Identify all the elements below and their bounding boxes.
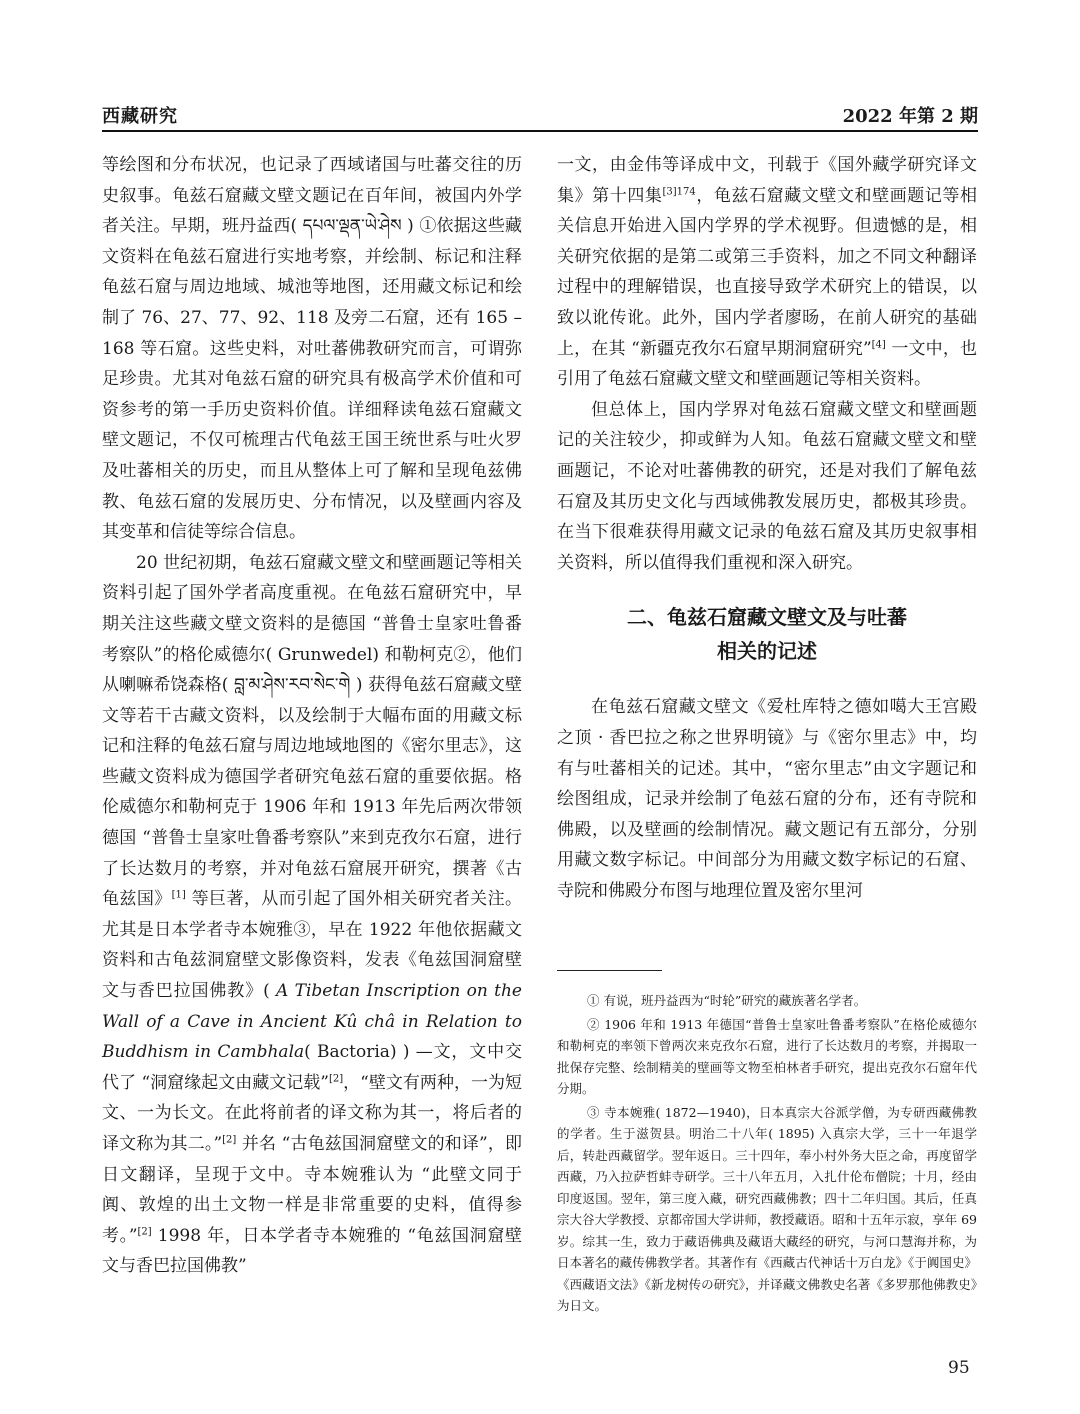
paragraph: 在龟兹石窟藏文壁文《爱杜库特之德如噶大王宫殿之顶 · 香巴拉之称之世界明镜》与《密尔里志》中，均有与吐蕃相关的记述。其中，“密尔里志”由文字题记和绘图组成，记录并绘制了龟兹石窟的分布，还有寺院和佛殿，以及壁画的绘制情况。藏文题记有五部分，分别用藏文数字标记。中间部分为用藏文数字标记的石窟、寺院和佛殿分布图与地理位置及密尔里河: [557, 697, 977, 901]
citation-ref: [2]: [222, 1134, 237, 1146]
citation-ref: [2]: [328, 1073, 344, 1085]
paragraph: 等绘图和分布状况，也记录了西域诸国与吐蕃交往的历史叙事。龟兹石窟藏文壁文题记在百年间，被国内外学者关注。早期，班丹益西( དཔལ་ལྡན་ཡེ་ཤེས ) ①依据这些藏文资料在龟兹石窟进行实地考察，并绘制、标记和注释龟兹石窟与周边地域、城池等地图，还用藏文标记和绘制了 76、27、77、92、118 及旁二石窟，还有 165 – 168 等石窟。这些史料，对吐蕃佛教研究而言，可谓弥足珍贵。尤其对龟兹石窟的研究具有极高学术价值和可资参考的第一手历史资料价值。详细释读龟兹石窟藏文壁文题记，不仅可梳理古代龟兹王国王统世系与吐火罗及吐蕃相关的历史，而且从整体上可了解和呈现龟兹佛教、龟兹石窟的发展历史、分布情况，以及壁画内容及其变革和信徒等综合信息。: [102, 155, 522, 543]
citation-ref: [4]: [871, 338, 886, 350]
section-heading-line: 相关的记述: [717, 639, 817, 664]
section-heading-line: 二、龟兹石窟藏文壁文及与吐蕃: [627, 605, 907, 630]
paragraph: [102, 548, 522, 1282]
text-span: ( Bactoria) ) —文，文中交代了 “洞窟缘起文由藏文记载”: [102, 1042, 522, 1093]
left-column: [102, 150, 522, 1282]
text-span: 20 世纪初期，龟兹石窟藏文壁文和壁画题记等相关资料引起了国外学者高度重视。在龟兹石窟研究中，早期关注这些藏文壁文资料的是德国 “普鲁士皇家吐鲁番考察队”的格伦威德尔( Grunwedel) 和勒柯克②，他们从喇嘛希饶森格( བླ་མ་ཤེས་རབ་སེང་གེ ) 获得龟兹石窟藏文壁文等若干古藏文资料，以及绘制于大幅布面的用藏文标记和注释的龟兹石窟与周边地域地图的《密尔里志》，这些藏文资料成为德国学者研究龟兹石窟的重要依据。格伦威德尔和勒柯克于 1906 年和 1913 年先后两次带领德国 “普鲁士皇家吐鲁番考察队”来到克孜尔石窟，进行了长达数月的考察，并对龟兹石窟展开研究，撰著《古龟兹国》: [102, 552, 522, 910]
text-span: 并名 “古龟兹国洞窟壁文的和译”，即日文翻译，呈现于文中。寺本婉雅认为 “此壁文同于阗、敦煌的出土文物一样是非常重要的史料，值得参考。”: [102, 1134, 522, 1246]
citation-ref: [1]: [171, 889, 186, 901]
text-span: ，龟兹石窟藏文壁文和壁画题记等相关信息开始进入国内学界的学术视野。但遗憾的是，相关研究依据的是第二或第三手资料，加之不同文种翻译过程中的理解错误，也直接导致学术研究上的错误，以致以讹传讹。此外，国内学者廖旸，在前人研究的基础上，在其 “新疆克孜尔石窟早期洞窟研究”: [557, 185, 978, 359]
citation-ref: [3]174: [662, 185, 696, 197]
right-column: [557, 150, 977, 906]
footnote: ① 有说，班丹益西为“时轮”研究的藏族著名学者。: [587, 993, 867, 1008]
footnote-divider: [557, 970, 662, 971]
footnote: ② 1906 年和 1913 年德国“普鲁士皇家吐鲁番考察队”在格伦威德尔和勒柯克的率领下曾两次来克孜尔石窟，进行了长达数月的考察，并揭取一批保存完整、绘制精美的壁画等文物至柏林者手研究，提出克孜尔石窟年代分期。: [557, 1016, 977, 1096]
footnote: ③ 寺本婉雅( 1872—1940)，日本真宗大谷派学僧，为专研西藏佛教的学者。生于滋贺县。明治二十八年( 1895) 入真宗大学，三十一年退学后，转赴西藏留学。翌年返日。三十四年，奉小村外务大臣之命，再度留学西藏，乃入拉萨哲蚌寺研学。三十八年五月，入扎什伦布僧院；十月，经由印度返国。翌年，第三度入藏，研究西藏佛教；四十二年归国。其后，任真宗大谷大学教授、京都帝国大学讲师，教授藏语。昭和十五年示寂，享年 69 岁。综其一生，致力于藏语佛典及藏语大藏经的研究，与河口慧海并称，为日本著名的藏传佛教学者。其著作有《西藏古代神话十万白龙》《于阗国史》《西藏语文法》《新龙树传の研究》，并译藏文佛教史名著《多罗那他佛教史》为日文。: [557, 1104, 977, 1313]
text-span: 一文，由金伟等译成中文，刊载于《国外藏学研究译文集》第十四集: [557, 155, 977, 206]
paragraph: [557, 150, 977, 395]
text-span: 1998 年，日本学者寺本婉雅的 “龟兹国洞窟壁文与香巴拉国佛教”: [102, 1225, 522, 1277]
issue-label: 2022 年第 2 期: [842, 106, 978, 127]
text-span: 一文中，也引用了龟兹石窟藏文壁文和壁画题记等相关资料。: [557, 338, 977, 390]
footnotes: [557, 990, 977, 1319]
text-span: 等巨著，从而引起了国外相关研究者关注。尤其是日本学者寺本婉雅③，早在 1922 年他依据藏文资料和古龟兹洞窟壁文影像资料，发表《龟兹国洞窟壁文与香巴拉国佛教》(: [102, 889, 522, 1002]
paragraph: 但总体上，国内学界对龟兹石窟藏文壁文和壁画题记的关注较少，抑或鲜为人知。龟兹石窟藏文壁文和壁画题记，不论对吐蕃佛教的研究，还是对我们了解龟兹石窟及其历史文化与西域佛教发展历史，都极其珍贵。在当下很难获得用藏文记录的龟兹石窟及其历史叙事相关资料，所以值得我们重视和深入研究。: [557, 399, 977, 573]
text-span: ，“壁文有两种，一为短文、一为长文。在此将前者的译文称为其一，将后者的译文称为其二。”: [102, 1072, 522, 1154]
journal-title: 西藏研究: [102, 106, 178, 127]
citation-ref: [2]: [137, 1226, 152, 1238]
running-header: [102, 102, 978, 132]
section-heading: [557, 600, 977, 668]
english-title: A Tibetan Inscription on the Wall of a Cave in Ancient Kû châ in Relation to Buddhism in Cambhala: [102, 981, 522, 1063]
page-number: 95: [948, 1358, 970, 1378]
